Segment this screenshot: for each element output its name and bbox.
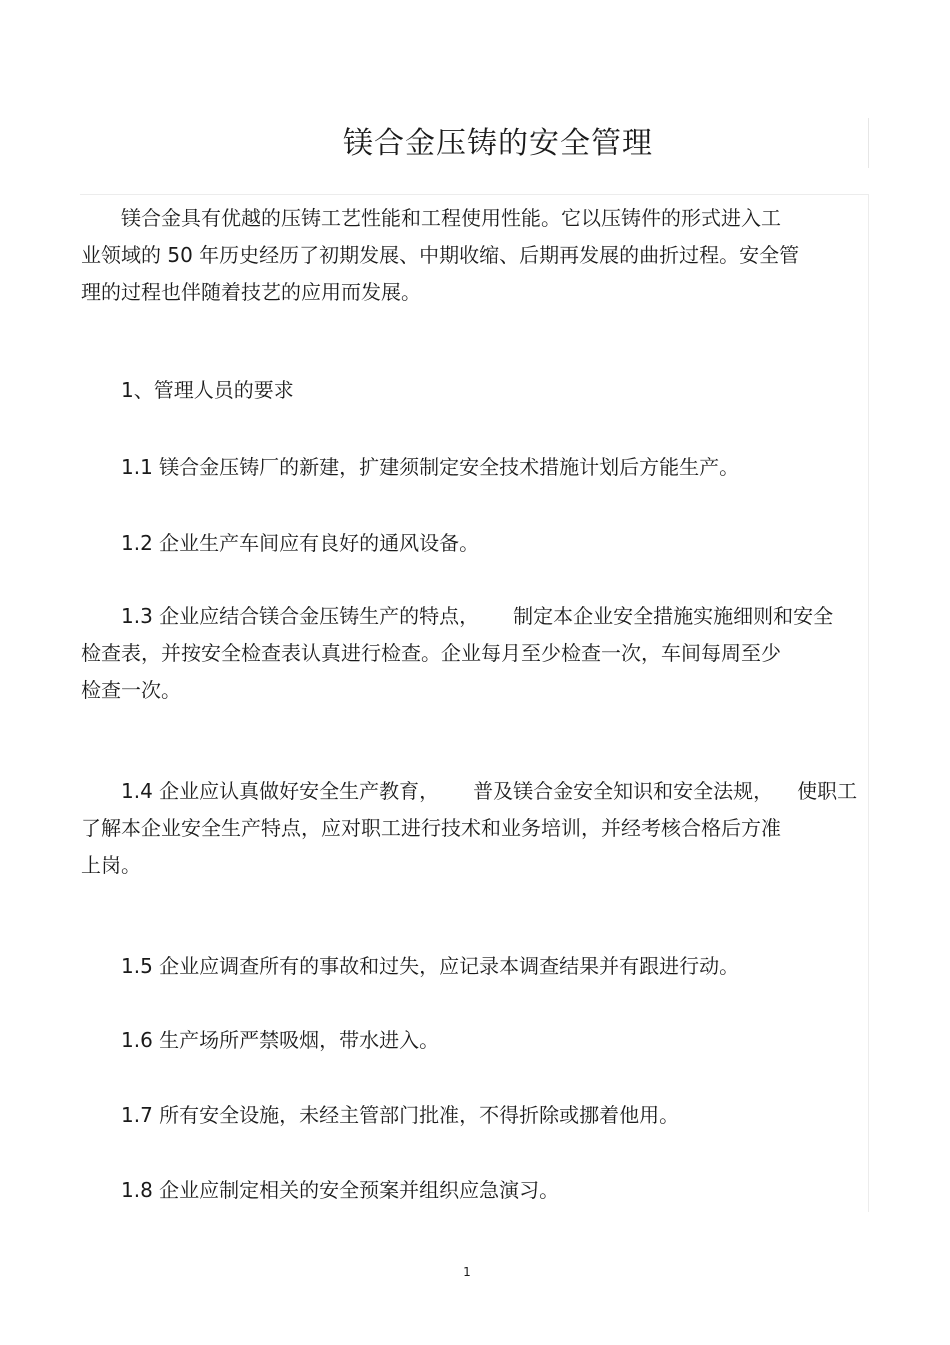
page-number: 1 xyxy=(463,1265,471,1279)
item-1-3-part-a: 1.3 企业应结合镁合金压铸生产的特点， xyxy=(121,604,480,628)
item-1-5 xyxy=(81,948,739,985)
item-1-8-text: 1.8 企业应制定相关的安全预案并组织应急演习。 xyxy=(121,1178,560,1202)
document-title: 镁合金压铸的安全管理 xyxy=(343,126,653,161)
item-1-4-part-b: 普及镁合金安全知识和安全法规， xyxy=(473,779,774,803)
page-border-vertical xyxy=(868,194,869,1212)
item-1-8 xyxy=(81,1172,559,1209)
item-1-7-text: 1.7 所有安全设施，未经主管部门批准，不得折除或挪着他用。 xyxy=(121,1103,680,1127)
item-1-4-part-a: 1.4 企业应认真做好安全生产教育， xyxy=(121,779,440,803)
page-border-horizontal xyxy=(80,194,869,195)
item-1-3-line-1 xyxy=(81,598,833,635)
item-1-4-line-2: 了解本企业安全生产特点，应对职工进行技术和业务培训，并经考核合格后方准 xyxy=(81,816,781,840)
section-heading-text: 1、管理人员的要求 xyxy=(121,378,294,402)
item-1-5-text: 1.5 企业应调查所有的事故和过失，应记录本调查结果并有跟进行动。 xyxy=(121,954,740,978)
item-1-3-part-b: 制定本企业安全措施实施细则和安全 xyxy=(513,604,834,628)
intro-line-2: 业领域的 50 年历史经历了初期发展、中期收缩、后期再发展的曲折过程。安全管 xyxy=(81,243,800,267)
item-1-6-text: 1.6 生产场所严禁吸烟，带水进入。 xyxy=(121,1028,440,1052)
item-1-4-part-c: 使职工 xyxy=(797,779,858,803)
item-1-1-text: 1.1 镁合金压铸厂的新建，扩建须制定安全技术措施计划后方能生产。 xyxy=(121,455,740,479)
item-1-3-line-3: 检查一次。 xyxy=(81,678,181,702)
item-1-6 xyxy=(81,1022,439,1059)
intro-line-1: 镁合金具有优越的压铸工艺性能和工程使用性能。它以压铸件的形式进入工 xyxy=(121,206,781,230)
item-1-3-line-2: 检查表，并按安全检查表认真进行检查。企业每月至少检查一次，车间每周至少 xyxy=(81,641,781,665)
item-1-7 xyxy=(81,1097,679,1134)
item-1-2-text: 1.2 企业生产车间应有良好的通风设备。 xyxy=(121,531,480,555)
intro-line-3: 理的过程也伴随着技艺的应用而发展。 xyxy=(81,280,421,304)
section-heading xyxy=(81,372,294,409)
item-1-2 xyxy=(81,525,479,562)
item-1-1 xyxy=(81,449,739,486)
intro-paragraph xyxy=(81,200,799,311)
item-1-4-line-1 xyxy=(81,773,857,810)
item-1-3 xyxy=(81,598,833,709)
item-1-4-line-3: 上岗。 xyxy=(81,853,141,877)
item-1-4 xyxy=(81,773,857,884)
